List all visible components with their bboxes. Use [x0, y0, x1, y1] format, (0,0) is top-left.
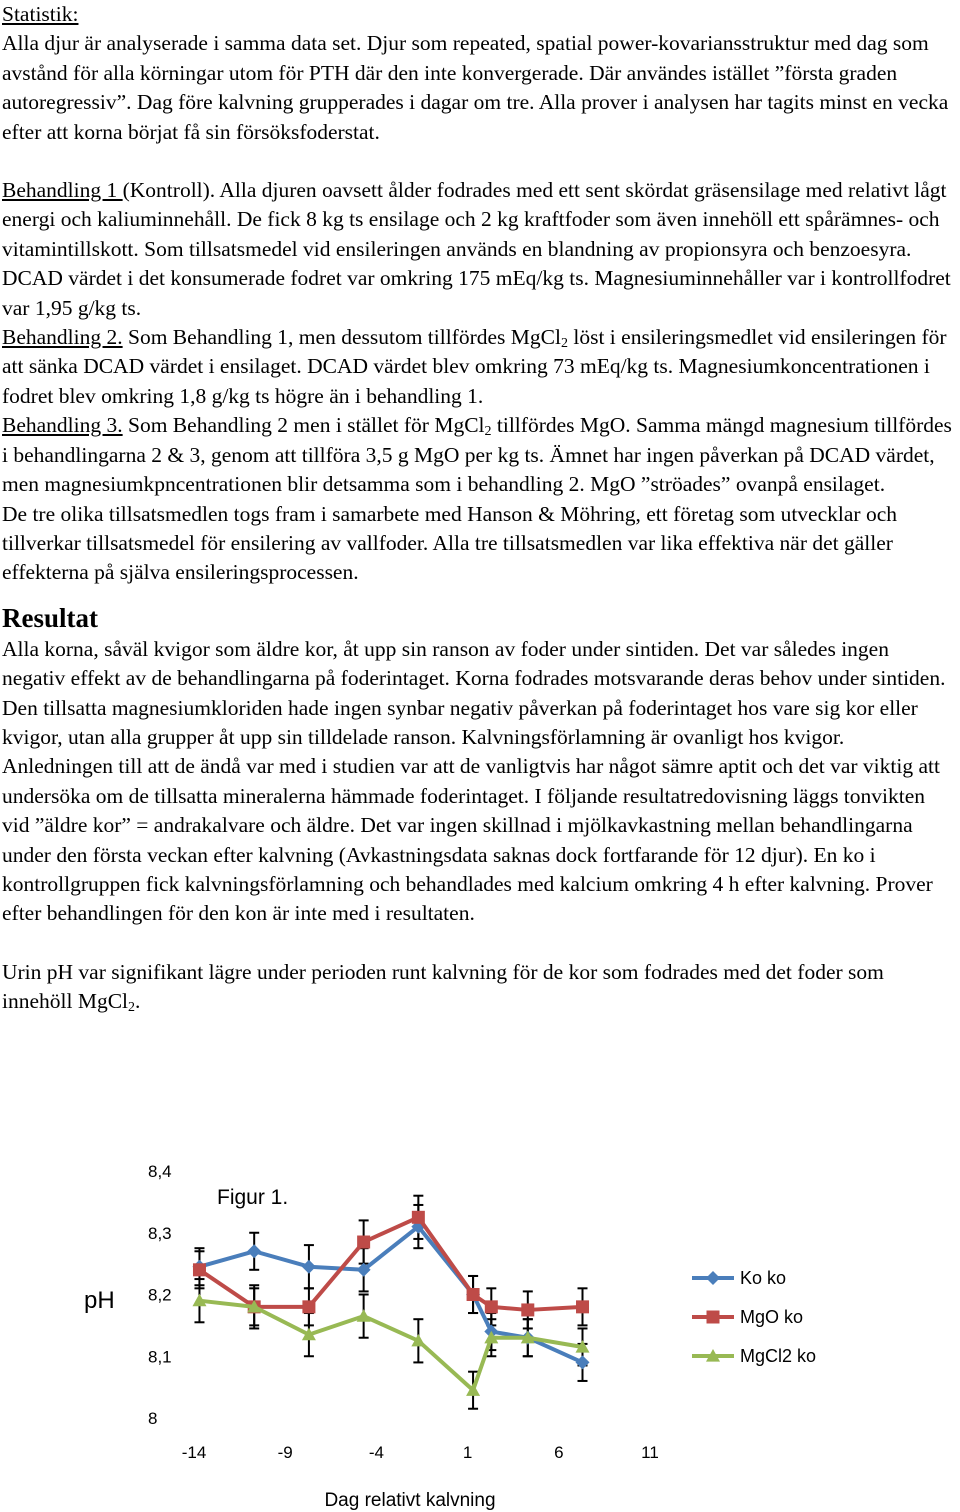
data-point: [302, 1260, 316, 1274]
behandling-3-subscript: 2: [484, 424, 492, 440]
document-body: [2, 0, 956, 1017]
x-tick-label: 11: [641, 1443, 659, 1462]
data-point: [357, 1309, 371, 1322]
tillsats-paragraph: De tre olika tillsatsmedlen togs fram i samarbete med Hanson & Möhring, ett företag som utvecklar och tillverkar tillsatsmedel för ensilering av vallfoder. Alla tre tillsatsmedlen var lika effektiva när det gäller effekterna på själva ensileringsprocessen.: [2, 501, 897, 585]
urin-text-a: Urin pH var signifikant lägre under perioden runt kalvning för de kor som fodrades med det foder som innehöll MgCl: [2, 959, 884, 1014]
chart-title: Figur 1.: [217, 1186, 289, 1209]
x-tick-label: -4: [368, 1443, 384, 1462]
legend-label: MgCl2 ko: [740, 1346, 817, 1366]
behandling-3-text-b: tillfördes MgO. Samma mängd magnesium tillfördes i behandlingarna 2 & 3, genom att tillföra 3,5 g MgO per kg ts. Ämnet har ingen påverkan på DCAD värdet, men magnesiumkpncentrationen blir detsamma som i behandling 2. MgO ”ströades” ovanpå ensilaget.: [2, 413, 952, 497]
resultat-heading: Resultat: [2, 602, 98, 633]
urin-text-b: .: [135, 989, 141, 1014]
urin-subscript: 2: [128, 1000, 136, 1016]
behandling-3-paragraph: [2, 411, 956, 499]
behandling-1-label: Behandling 1: [2, 178, 123, 203]
y-tick-label: 8: [148, 1409, 158, 1428]
data-point: [193, 1263, 206, 1276]
y-axis-label: pH: [84, 1287, 115, 1314]
x-axis-ticks: [182, 1443, 659, 1462]
behandling-2-text-b: löst i ensileringsmedlet vid ensileringen för att sänka DCAD värdet i ensilaget. DCAD värdet blev omkring 73 mEq/kg ts. Magnesiumkoncentrationen i fodret blev omkring 1,8 g/kg ts högre än i behandling 1.: [2, 325, 947, 408]
y-tick-label: 8,3: [148, 1223, 172, 1243]
data-point: [357, 1236, 370, 1249]
behandling-2-text-a: Som Behandling 1, men dessutom tillfördes MgCl: [122, 325, 561, 350]
data-point: [576, 1355, 590, 1369]
legend-marker: [706, 1271, 720, 1285]
series-line-2: [199, 1217, 582, 1310]
x-tick-label: 6: [554, 1443, 564, 1462]
behandling-2-paragraph: [2, 323, 956, 411]
data-point: [412, 1211, 425, 1224]
behandling-3-label: Behandling 3.: [2, 413, 123, 438]
legend-label: MgO ko: [740, 1307, 804, 1327]
plot-area: [192, 1196, 589, 1409]
y-tick-label: 8,2: [148, 1285, 172, 1305]
x-axis-label: Dag relativt kalvning: [324, 1490, 496, 1511]
y-tick-label: 8,4: [148, 1162, 172, 1181]
legend: [692, 1268, 816, 1366]
behandling-2-label: Behandling 2.: [2, 325, 123, 350]
data-point: [521, 1303, 534, 1316]
legend-label: Ko ko: [740, 1268, 787, 1288]
data-point: [302, 1300, 315, 1313]
data-point: [247, 1244, 261, 1258]
x-tick-label: 1: [462, 1443, 473, 1462]
statistik-paragraph: [2, 0, 956, 147]
statistik-heading: Statistik:: [2, 2, 79, 26]
data-point: [576, 1300, 589, 1313]
behandling-2-subscript: 2: [560, 336, 568, 352]
resultat-paragraph: Alla korna, såväl kvigor som äldre kor, åt upp sin ranson av foder under sintiden. Det var således ingen negativ effekt av de behandlingarna på foderintaget. Korna fodrades motsvarande deras behov under sintiden. Den tillsatta magnesiumkloriden hade ingen synbar negativ påverkan på foderintaget hos vare sig kor eller kvigor, utan alla grupper åt upp sin tilldelade ranson. Kalvningsförlamning är ovanligt hos kvigor. Anledningen till att de ändå var med i studien var att de vanligtvis har något sämre aptit och det var viktig att undersöka om de tillsatta mineralerna hämmade foderintaget. I följande resultatredovisning läggs tonvikten vid ”äldre kor” = andrakalvare och äldre. Det var ingen skillnad i mjölkavkastning mellan behandlingarna under den första veckan efter kalvning (Avkastningsdata saknas dock fortfarande för 12 djur). En ko i kontrollgruppen fick kalvningsförlamning och behandlades med kalcium omkring 4 h efter kalvning. Prover efter behandlingen för den kon är inte med i resultaten.: [2, 636, 946, 926]
y-axis-ticks: [148, 1162, 172, 1428]
behandling-1-text: (Kontroll). Alla djuren oavsett ålder fodrades med ett sent skördat gräsensilage med relativt lågt energi och kaliuminnehåll. De fick 8 kg ts ensilage och 2 kg kraftfoder som även innehöll ett spårämnes- och vitamintillskott. Som tillsatsmedel vid ensileringen används en blandning av propionsyra och benzoesyra. DCAD värdet i det konsumerade fodret var omkring 175 mEq/kg ts. Magnesiuminnehåller var i kontrollfodret var 1,95 g/kg ts.: [2, 178, 951, 320]
legend-marker: [707, 1311, 720, 1324]
x-tick-label: -9: [277, 1443, 293, 1462]
urin-paragraph: [2, 958, 956, 1017]
ph-chart: [0, 1140, 960, 1512]
behandling-3-text-a: Som Behandling 2 men i stället för MgCl: [122, 413, 485, 438]
y-tick-label: 8,1: [148, 1347, 172, 1367]
data-point: [485, 1300, 498, 1313]
statistik-text: Alla djur är analyserade i samma data set. Djur som repeated, spatial power-kovariansstruktur med dag som avstånd för alla körningar utom för PTH där den inte konvergerade. Där användes istället ”första graden autoregressiv”. Dag före kalvning grupperades i dagar om tre. Alla prover i analysen har tagits minst en vecka efter att korna börjat få sin försöksfoderstat.: [2, 31, 949, 144]
behandling-1-paragraph: [2, 176, 956, 323]
data-point: [467, 1288, 480, 1301]
x-tick-label: -14: [181, 1443, 207, 1462]
